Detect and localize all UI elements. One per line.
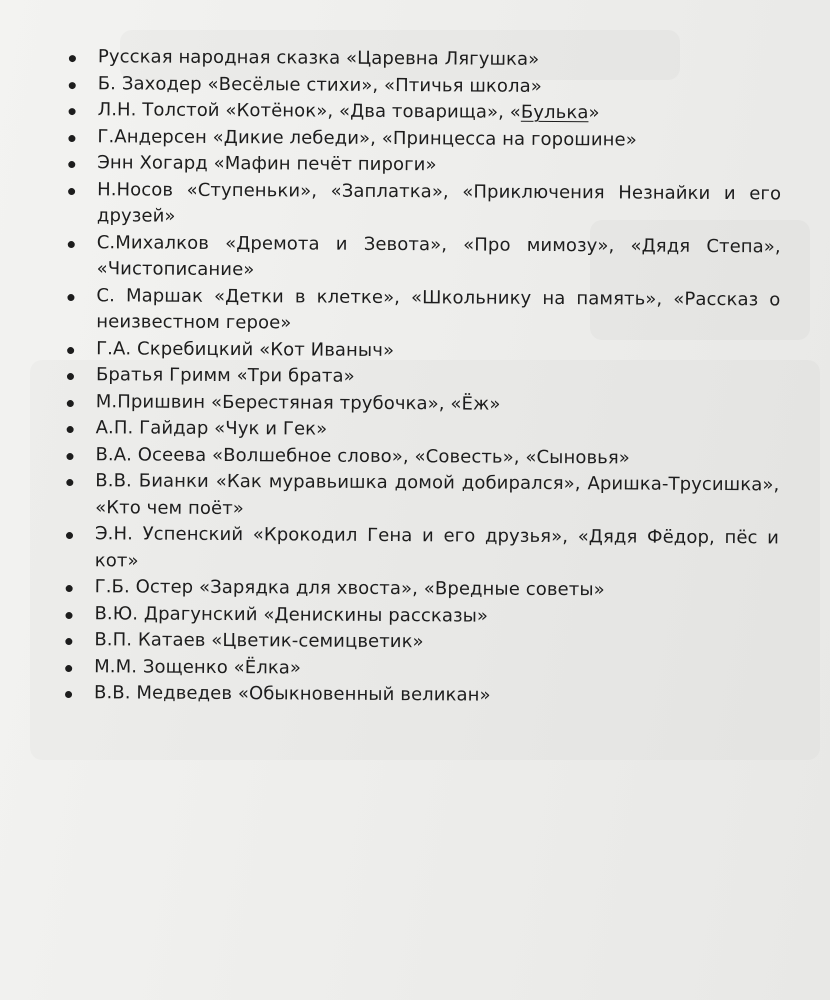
item-text-part: »	[588, 102, 600, 124]
item-text: Энн Хогард «Мафин печёт пироги»	[97, 152, 437, 176]
bullet-icon	[68, 241, 75, 248]
bullet-icon	[67, 400, 74, 407]
bullet-icon	[68, 135, 75, 142]
item-text: Братья Гримм «Три брата»	[95, 364, 355, 387]
list-item	[60, 282, 780, 339]
bullet-icon	[66, 479, 73, 486]
list-item	[59, 521, 779, 578]
bullet-icon	[69, 55, 76, 62]
reading-list	[58, 44, 782, 711]
bullet-icon	[68, 161, 75, 168]
bullet-icon	[65, 691, 72, 698]
item-text: В.В. Медведев «Обыкновенный великан»	[93, 682, 491, 706]
item-text: Н.Носов «Ступеньки», «Заплатка», «Приключения Незнайки и его друзей»	[96, 178, 782, 227]
item-text: Г.А. Скребицкий «Кот Иваныч»	[96, 337, 395, 361]
item-text: Г.Андерсен «Дикие лебеди», «Принцесса на горошине»	[97, 125, 637, 151]
bullet-icon	[67, 347, 74, 354]
list-item	[61, 229, 781, 286]
item-text: В.Ю. Драгунский «Денискины рассказы»	[94, 602, 489, 627]
bullet-icon	[66, 453, 73, 460]
item-text: М.М. Зощенко «Ёлка»	[94, 655, 302, 678]
item-text: Русская народная сказка «Царевна Лягушка»	[97, 46, 540, 70]
bullet-icon	[69, 108, 76, 115]
underlined-title: Булька	[520, 101, 589, 124]
list-item	[59, 468, 779, 525]
item-text-part: Л.Н. Толстой «Котёнок», «Два товарища», «	[97, 99, 521, 123]
list-item	[61, 176, 781, 233]
item-text: С.Михалков «Дремота и Зевота», «Про мимозу», «Дядя Степа», «Чистописание»	[96, 231, 781, 281]
bullet-icon	[65, 612, 72, 619]
item-text: В.П. Катаев «Цветик-семицветик»	[94, 629, 424, 653]
list-item	[58, 680, 778, 711]
item-text: А.П. Гайдар «Чук и Гек»	[95, 417, 328, 440]
item-text: Б. Заходер «Весёлые стихи», «Птичья школа»	[97, 72, 542, 97]
bullet-icon	[69, 82, 76, 89]
item-text: В.В. Бианки «Как муравьишка домой добирался», Аришка-Трусишка», «Кто чем поёт»	[95, 470, 780, 519]
bullet-icon	[65, 665, 72, 672]
bullet-icon	[68, 188, 75, 195]
item-text: С. Маршак «Детки в клетке», «Школьнику на память», «Рассказ о неизвестном герое»	[96, 284, 781, 334]
bullet-icon	[67, 426, 74, 433]
item-text: Э.Н. Успенский «Крокодил Гена и его друзья», «Дядя Фёдор, пёс и кот»	[94, 523, 780, 571]
item-text: М.Пришвин «Берестяная трубочка», «Ёж»	[95, 390, 501, 415]
item-text: Г.Б. Остер «Зарядка для хвоста», «Вредные советы»	[94, 576, 605, 601]
item-text: В.А. Осеева «Волшебное слово», «Совесть», «Сыновья»	[95, 443, 631, 468]
bullet-icon	[66, 585, 73, 592]
bullet-icon	[67, 294, 74, 301]
bullet-icon	[67, 373, 74, 380]
item-text	[98, 99, 600, 123]
bullet-icon	[65, 638, 72, 645]
bullet-icon	[66, 532, 73, 539]
